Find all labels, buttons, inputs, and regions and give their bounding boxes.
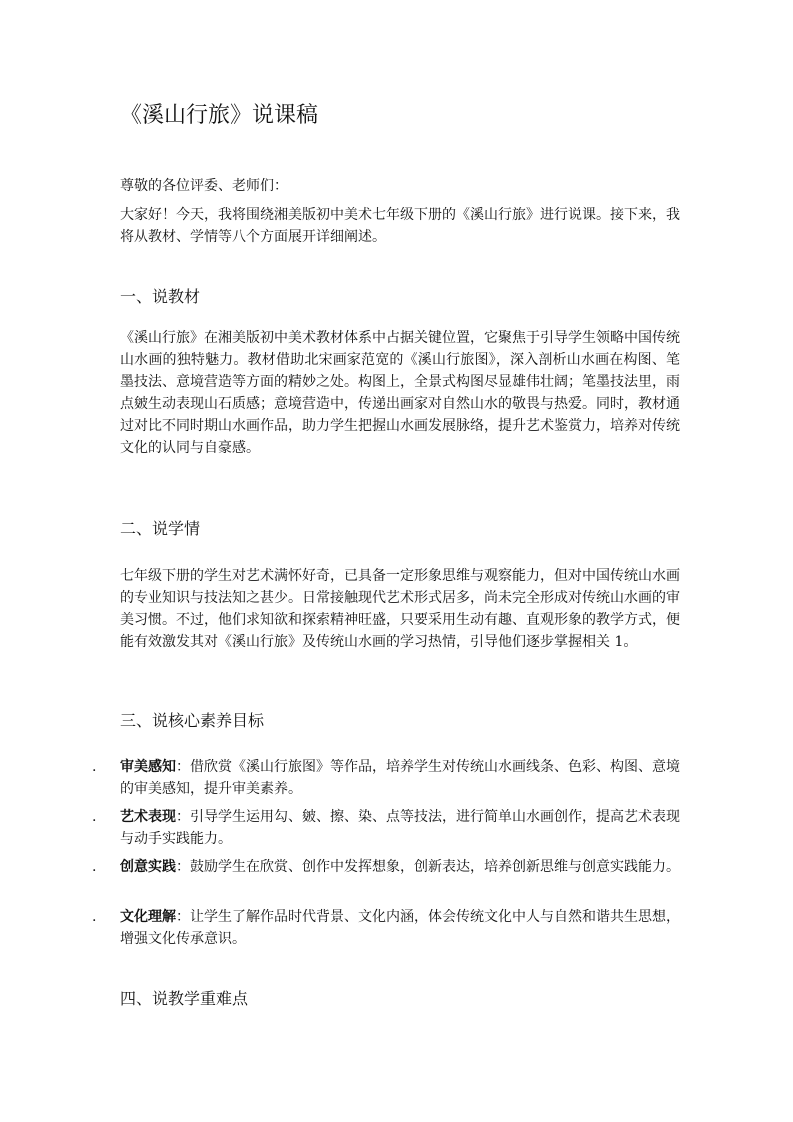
goal-bullet: . xyxy=(92,759,97,775)
page-title: 《溪山行旅》说课稿 xyxy=(120,103,319,128)
goal-bullet: . xyxy=(92,809,97,825)
goal-text: 鼓励学生在欣赏、创作中发挥想象，创新表达，培养创新思维与创意实践能力。 xyxy=(190,859,680,875)
goal-item xyxy=(92,856,682,878)
section-heading-materials: 一、说教材 xyxy=(120,287,201,306)
section-heading-goals: 三、说核心素养目标 xyxy=(120,711,265,730)
goal-item xyxy=(92,806,682,850)
greeting: 尊敬的各位评委、老师们： xyxy=(120,178,288,194)
goal-label: 文化理解 xyxy=(120,909,176,925)
goal-text: 让学生了解作品时代背景、文化内涵，体会传统文化中人与自然和谐共生思想，增强文化传承意识。 xyxy=(120,909,680,947)
goal-separator: ： xyxy=(176,859,190,875)
goal-item xyxy=(92,756,682,800)
goal-bullet: . xyxy=(92,909,97,925)
goal-separator: ： xyxy=(176,759,190,775)
section-heading-key-points: 四、说教学重难点 xyxy=(120,989,249,1008)
intro-paragraph: 大家好！今天，我将围绕湘美版初中美术七年级下册的《溪山行旅》进行说课。接下来，我将从教材、学情等八个方面展开详细阐述。 xyxy=(120,207,680,245)
goal-separator: ： xyxy=(176,909,190,925)
goal-label: 审美感知 xyxy=(120,759,176,775)
section-heading-students: 二、说学情 xyxy=(120,519,201,538)
goal-separator: ： xyxy=(176,809,190,825)
goal-item xyxy=(92,906,682,950)
goal-label: 艺术表现 xyxy=(120,809,176,825)
goal-label: 创意实践 xyxy=(120,859,176,875)
goal-text: 引导学生运用勾、皴、擦、染、点等技法，进行简单山水画创作，提高艺术表现与动手实践能力。 xyxy=(120,809,680,847)
goal-bullet: . xyxy=(92,859,97,875)
section-body-materials: 《溪山行旅》在湘美版初中美术教材体系中占据关键位置，它聚焦于引导学生领略中国传统山水画的独特魅力。教材借助北宋画家范宽的《溪山行旅图》，深入剖析山水画在构图、笔墨技法、意境营造等方面的精妙之处。构图上，全景式构图尽显雄伟壮阔；笔墨技法里，雨点皴生动表现山石质感；意境营造中，传递出画家对自然山水的敬畏与热爱。同时，教材通过对比不同时期山水画作品，助力学生把握山水画发展脉络，提升艺术鉴赏力，培养对传统文化的认同与自豪感。 xyxy=(120,330,680,456)
goal-text: 借欣赏《溪山行旅图》等作品，培养学生对传统山水画线条、色彩、构图、意境的审美感知，提升审美素养。 xyxy=(120,759,680,797)
section-body-students: 七年级下册的学生对艺术满怀好奇，已具备一定形象思维与观察能力，但对中国传统山水画的专业知识与技法知之甚少。日常接触现代艺术形式居多，尚未完全形成对传统山水画的审美习惯。不过，他们求知欲和探索精神旺盛，只要采用生动有趣、直观形象的教学方式，便能有效激发其对《溪山行旅》及传统山水画的学习热情，引导他们逐步掌握相关 1。 xyxy=(120,568,680,650)
